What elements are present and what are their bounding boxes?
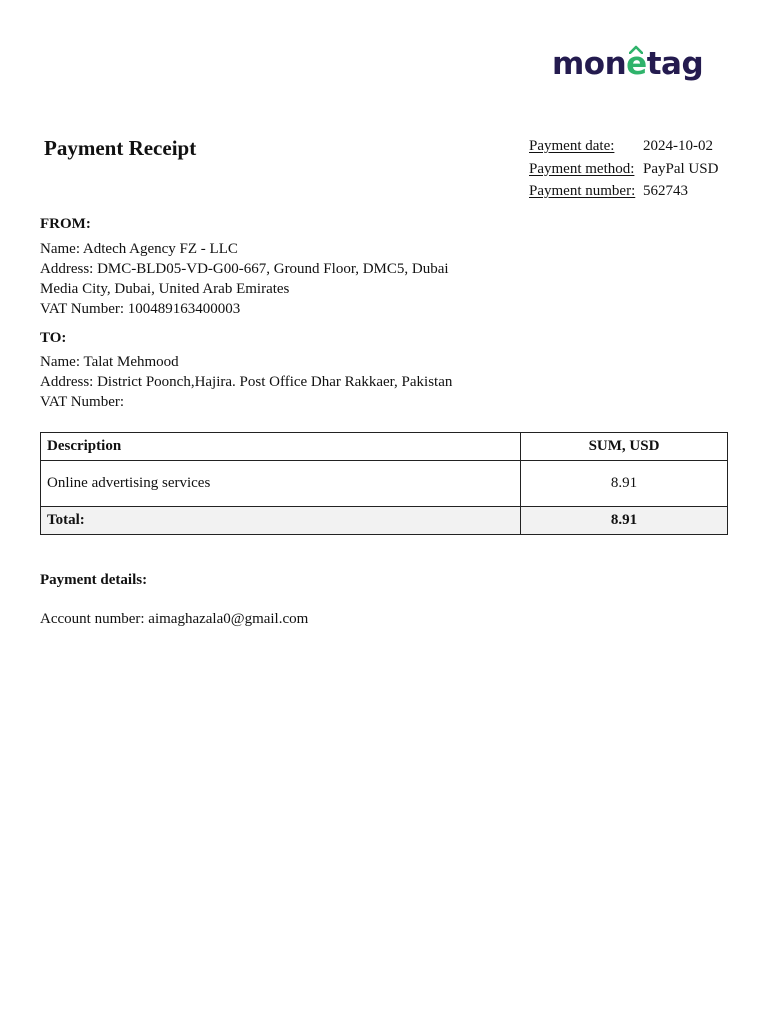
from-heading: FROM: (40, 216, 91, 232)
account-number: Account number: aimaghazala0@gmail.com (40, 611, 309, 627)
payment-method-value: PayPal USD (643, 160, 719, 177)
payment-date-value: 2024-10-02 (643, 138, 713, 154)
logo-text-end: tag (646, 46, 704, 82)
to-vat: VAT Number: (40, 394, 125, 410)
payment-number-label: Payment number: (529, 183, 636, 199)
table-total-row (41, 507, 728, 535)
row-description: Online advertising services (41, 461, 521, 507)
page-title: Payment Receipt (44, 136, 197, 160)
from-address-line1: Address: DMC-BLD05-VD-G00-667, Ground Floor, DMC5, Dubai (40, 261, 449, 277)
line-items-table (40, 432, 728, 535)
row-amount: 8.91 (521, 461, 728, 507)
from-address-line2: Media City, Dubai, United Arab Emirates (40, 281, 290, 297)
payment-number-row (529, 181, 718, 204)
payment-method-row (529, 159, 718, 182)
payment-date-row (529, 136, 718, 159)
table-header-row (41, 433, 728, 461)
payment-number-value: 562743 (643, 183, 688, 199)
from-name: Name: Adtech Agency FZ - LLC (40, 241, 238, 257)
payment-meta (529, 136, 718, 204)
to-address: Address: District Poonch,Hajira. Post Office Dhar Rakkaer, Pakistan (40, 374, 453, 390)
payment-details-heading: Payment details: (40, 572, 148, 588)
total-value: 8.91 (521, 507, 728, 535)
from-block (40, 239, 449, 319)
col-description-header: Description (41, 433, 521, 461)
monetag-logo (552, 44, 703, 84)
logo-text-start: mon (552, 46, 627, 82)
to-heading: TO: (40, 330, 67, 346)
col-sum-header: SUM, USD (521, 433, 728, 461)
logo-accent-icon (629, 45, 643, 54)
from-vat: VAT Number: 100489163400003 (40, 301, 241, 317)
total-label: Total: (41, 507, 521, 535)
payment-method-label: Payment method: (529, 160, 635, 177)
payment-date-label: Payment date: (529, 138, 615, 154)
to-name: Name: Talat Mehmood (40, 354, 179, 370)
logo-letter-e: e (626, 46, 647, 82)
to-block (40, 352, 452, 412)
table-row (41, 461, 728, 507)
